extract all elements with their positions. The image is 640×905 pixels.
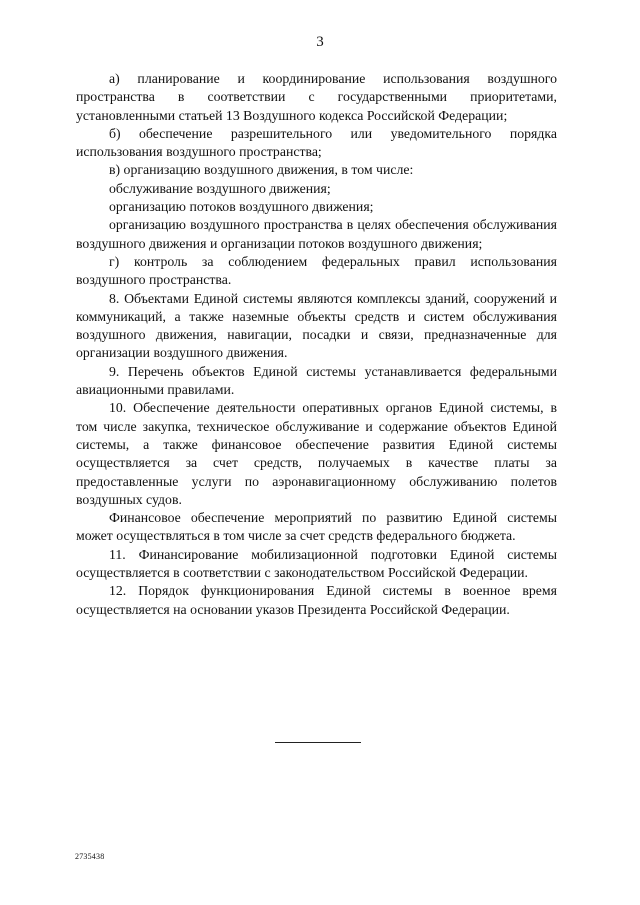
document-code: 2735438 xyxy=(75,852,105,861)
paragraph-d-compliance-control: г) контроль за соблюдением федеральных правил использования воздушного пространства. xyxy=(76,253,557,288)
paragraph-airspace-organization: организацию воздушного пространства в целях обеспечения обслуживания воздушного движения и организации потоков воздушного движения; xyxy=(76,217,557,251)
paragraph-8-system-objects: 8. Объектами Единой системы являются комплексы зданий, сооружений и коммуникаций, а также наземные объекты средств и систем обслуживания воздушного движения, навигации, посадки и связи, предназначенные для организации воздушного движения. xyxy=(76,290,557,361)
paragraph-12-wartime-operation: 12. Порядок функционирования Единой системы в военное время осуществляется на основании указов Президента Российской Федерации. xyxy=(76,583,557,617)
paragraph-air-traffic-service: обслуживание воздушного движения; xyxy=(109,180,331,196)
paragraph-a-airspace-planning: а) планирование и координирование использования воздушного пространства в соответствии с государственными приоритетами, установленными статьей 13 Воздушного кодекса Российской Федерации; xyxy=(76,71,557,123)
paragraph-b-permission-order: б) обеспечение разрешительного или уведомительного порядка использования воздушного пространства; xyxy=(76,125,557,160)
end-separator-line xyxy=(275,742,361,743)
paragraph-federal-budget-funding: Финансовое обеспечение мероприятий по развитию Единой системы может осуществляться в том числе за счет средств федерального бюджета. xyxy=(76,510,557,544)
page-number: 3 xyxy=(316,34,324,50)
paragraph-10-operational-support: 10. Обеспечение деятельности оперативных органов Единой системы, в том числе закупка, техническое обслуживание и содержание объектов Единой системы, а также финансовое обеспечение развития Единой системы осуществляется за счет средств, получаемых в качестве платы за предоставленные услуги по аэронавигационному обслуживанию полетов воздушных судов. xyxy=(76,400,557,507)
document-body xyxy=(76,70,557,619)
paragraph-11-mobilization-funding: 11. Финансирование мобилизационной подготовки Единой системы осуществляется в соответствии с законодательством Российской Федерации. xyxy=(76,546,557,581)
paragraph-c-air-traffic-organization: в) организацию воздушного движения, в том числе: xyxy=(109,162,414,178)
paragraph-9-objects-list: 9. Перечень объектов Единой системы устанавливается федеральными авиационными правилами. xyxy=(76,363,557,398)
paragraph-traffic-flow-organization: организацию потоков воздушного движения; xyxy=(109,199,374,215)
